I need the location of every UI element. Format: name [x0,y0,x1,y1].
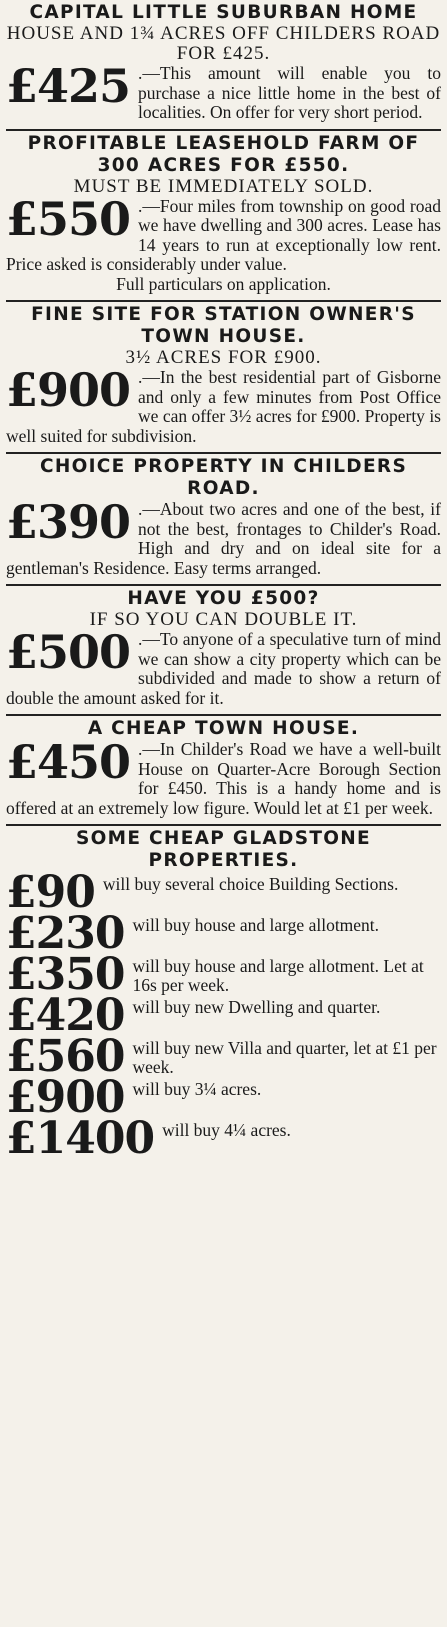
ad-footer: Full particulars on application. [116,273,331,294]
list-item [6,914,441,954]
ad-heading: SOME CHEAP GLADSTONE PROPERTIES. [76,828,371,871]
price-figure: £425 [6,59,131,113]
ad-body [6,59,441,123]
ad-capital-little-suburban-home [6,0,441,131]
price-figure: £500 [6,625,131,679]
price-figure: £390 [6,495,131,549]
item-text: will buy new Dwelling and quarter. [132,997,381,1017]
item-text: will buy several choice Building Sections. [102,874,399,894]
ad-subheading: 3½ ACRES FOR £900. [125,347,322,368]
price-figure: £1400 [6,1119,155,1159]
ad-heading: CAPITAL LITTLE SUBURBAN HOME [29,2,418,23]
ad-body [6,495,441,578]
price-figure: £90 [6,873,95,913]
ad-profitable-leasehold-farm [6,131,441,303]
price-figure: £900 [6,1078,125,1118]
ad-choice-property-childers-road [6,454,441,586]
price-figure: £550 [6,191,131,246]
ad-fine-site-station-owner [6,302,441,454]
list-item [6,873,441,913]
list-item [6,955,441,995]
ad-heading: FINE SITE FOR STATION OWNER'S TOWN HOUSE. [31,304,416,347]
price-figure: £350 [6,955,125,995]
item-text: will buy new Villa and quarter, let at £1 per week. [132,1038,437,1077]
ad-text: .—To anyone of a speculative turn of mind we can show a city property which can be subdivided and made to show a return of double the amount asked for it. [6,629,441,708]
property-list [6,873,441,1159]
price-figure: £230 [6,914,125,954]
ad-text: .—Four miles from township on good road we have dwelling and 300 acres. Lease has 14 years to run at exceptionally low rent. Price asked is considerably under value. [6,195,441,274]
ad-text: .—About two acres and one of the best, if not the best, frontages to Childer's Road. High and dry and on ideal site for a gentleman's Residence. Easy terms arranged. [6,499,441,578]
list-item [6,1078,441,1118]
price-figure: £900 [6,363,131,417]
item-text: will buy house and large allotment. Let at 16s per week. [132,956,424,995]
ad-subheading: MUST BE IMMEDIATELY SOLD. [73,175,374,197]
ad-heading: A CHEAP TOWN HOUSE. [87,718,360,739]
item-text: will buy 4¼ acres. [162,1120,291,1140]
price-figure: £560 [6,1037,125,1077]
ad-body [6,625,441,708]
ad-body [6,363,441,446]
ad-text: .—In Childer's Road we have a well-built House on Quarter-Acre Borough Section for £450. This is a handy home and is offered at an extremely low figure. Would let at £1 per week. [6,739,441,818]
list-item [6,996,441,1036]
ad-text: .—This amount will enable you to purchase a nice little home in the best of localities. On offer for very short period. [138,63,441,122]
ad-text: .—In the best residential part of Gisborne and only a few minutes from Post Office we can offer 3½ acres for £900. Property is well suited for subdivision. [6,367,441,446]
list-item [6,1037,441,1077]
ad-heading: PROFITABLE LEASEHOLD FARM OF 300 ACRES FOR £550. [27,132,420,176]
ad-heading: HAVE YOU £500? [127,588,320,609]
ad-body [6,191,441,275]
ad-body [6,735,441,818]
ad-cheap-gladstone-properties [6,826,441,1165]
price-figure: £420 [6,996,125,1036]
item-text: will buy 3¼ acres. [132,1079,262,1099]
item-text: will buy house and large allotment. [132,915,380,935]
ad-cheap-town-house [6,716,441,826]
list-item [6,1119,441,1159]
ad-subheading: IF SO YOU CAN DOUBLE IT. [89,609,358,630]
ad-have-you-500 [6,586,441,716]
price-figure: £450 [6,735,131,789]
ad-heading: CHOICE PROPERTY IN CHILDERS ROAD. [39,456,408,499]
ad-subheading: HOUSE AND 1¾ ACRES OFF CHILDERS ROAD FOR £425. [6,23,441,64]
